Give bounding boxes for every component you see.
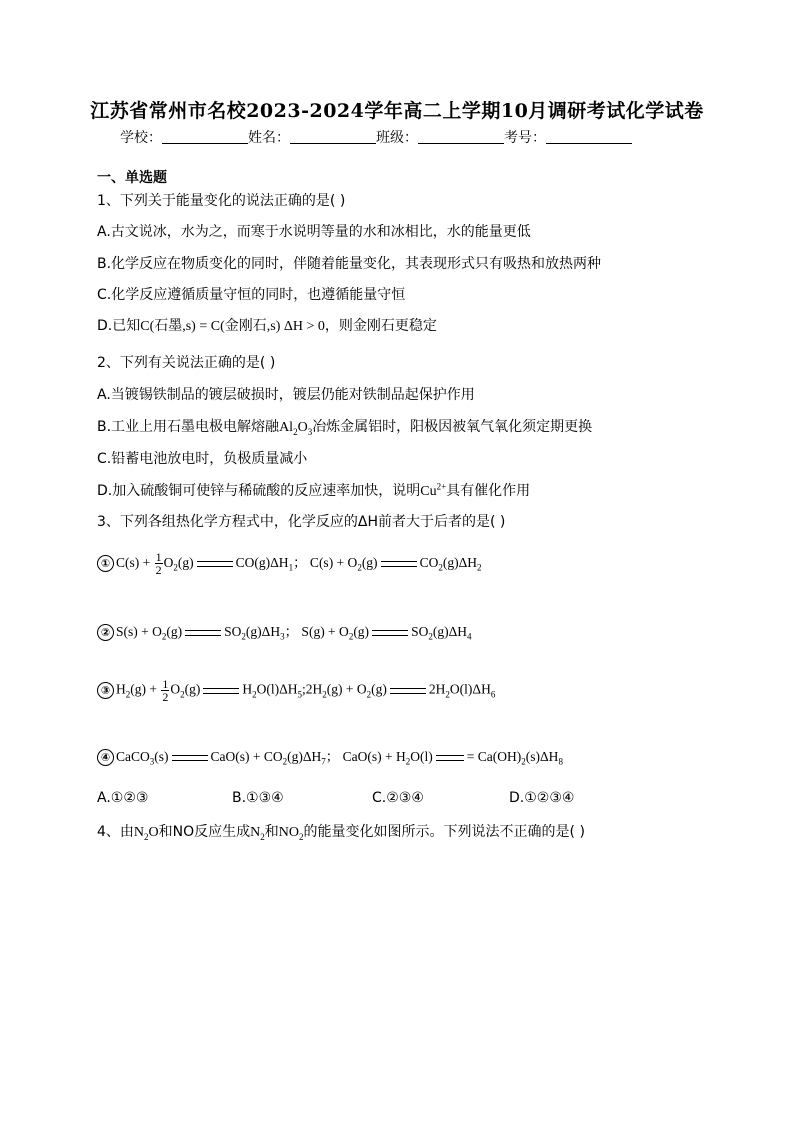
fraction-half: $\frac{1}{2}$ [162,677,169,704]
section-heading: 一、单选题 [97,170,167,186]
q3-option-a: A.①②③ [97,790,149,806]
q4-stem [97,821,585,842]
q4-formula-no2: $NO_2$ [278,825,304,842]
q2-option-b [97,416,592,437]
q2-d-ion: $Cu^{2+}$ [420,481,447,499]
q4-stem-suffix: 的能量变化如图所示。下列说法不正确的是( ) [303,824,585,840]
q4-stem-mid1: 和NO反应生成 [158,824,251,840]
name-blank[interactable] [290,129,376,144]
q3-equation-1: ① C(s) + $\frac{1}{2}$ $O_2(g)$ $CO(g)\Delta H_1$； $C(s) + O_2(g)$ $CO_2(g)\Delta H_2$ [97,551,482,576]
q4-stem-prefix: 4、由 [97,824,134,840]
q3-equation-3: ③ $H_2(g)$ + $\frac{1}{2}$ $O_2(g)$ $H_2O(l)\Delta H_5;2H_2(g) + O_2(g)$ $2H_2O(l)\Delta H_6$ [97,678,495,703]
q3-equation-4: ④ CaCO$_3$(s) $CaO(s) + CO_2(g)\Delta H_7$； $CaO(s) + H_2O(l) = Ca(OH)_2(s)\Delta H_8$ [97,745,563,767]
q4-formula-n2: $N_2$ [250,825,265,842]
school-blank[interactable] [162,129,248,144]
equals-line [436,755,464,761]
q1-option-a: A.古文说冰，水为之，而寒于水说明等量的水和冰相比，水的能量更低 [97,224,531,240]
q1-stem: 1、下列关于能量变化的说法正确的是( ) [97,193,346,209]
q3-option-d: D.①②③④ [509,790,575,806]
q2-b-suffix: 冶炼金属铝时，阳极因被氧气氧化须定期更换 [312,419,593,435]
number-blank[interactable] [546,129,632,144]
q2-stem: 2、下列有关说法正确的是( ) [97,355,276,371]
q3-mark-2: ② [97,624,114,641]
q3-stem: 3、下列各组热化学方程式中，化学反应的ΔH前者大于后者的是( ) [97,514,506,530]
q1-option-c: C.化学反应遵循质量守恒的同时，也遵循能量守恒 [97,287,406,303]
q3-option-b: B.①③④ [232,790,284,806]
q1-d-prefix: D.已知 [97,318,141,334]
student-info-line [120,127,632,147]
number-label: 考号： [504,130,546,146]
q1-d-suffix: ，则金刚石更稳定 [324,318,437,334]
equals-line [390,688,426,694]
equals-line [381,561,417,567]
name-label: 姓名： [248,130,290,146]
q3-equation-2: ② $S(s) + O_2(g)$ $SO_2(g)\Delta H_3$； $S(g) + O_2(g)$ $SO_2(g)\Delta H_4$ [97,620,472,642]
class-blank[interactable] [418,129,504,144]
equals-line [203,688,239,694]
school-label: 学校： [120,130,162,146]
q2-option-c: C.铅蓄电池放电时，负极质量减小 [97,451,308,467]
q1-option-b: B.化学反应在物质变化的同时，伴随着能量变化，其表现形式只有吸热和放热两种 [97,256,602,272]
q3-mark-3: ③ [97,682,114,699]
fraction-half: $\frac{1}{2}$ [155,550,162,578]
q2-b-formula: $Al_2O_3$ [279,420,313,437]
q3-option-c: C.②③④ [372,790,424,806]
q3-mark-4: ④ [97,749,114,766]
q2-d-prefix: D.加入硫酸铜可使锌与稀硫酸的反应速率加快，说明 [97,483,421,499]
q1-option-d [97,315,437,335]
q4-formula-n2o: $N_2O$ [133,825,159,842]
q2-b-prefix: B.工业上用石墨电极电解熔融 [97,419,280,435]
q1-d-equation: C(石墨,s) = C(金刚石,s) ΔH > 0 [140,319,325,334]
q3-mark-1: ① [97,555,114,572]
equals-line [372,630,408,636]
q2-option-d [97,480,530,500]
q2-d-suffix: 具有催化作用 [446,483,531,499]
q4-stem-mid2: 和 [264,824,279,840]
equals-line [185,630,221,636]
class-label: 班级： [376,130,418,146]
q2-option-a: A.当镀锡铁制品的镀层破损时，镀层仍能对铁制品起保护作用 [97,387,475,403]
equals-line [172,755,208,761]
page-title: 江苏省常州市名校2023-2024学年高二上学期10月调研考试化学试卷 [90,100,704,122]
equals-line [197,561,233,567]
